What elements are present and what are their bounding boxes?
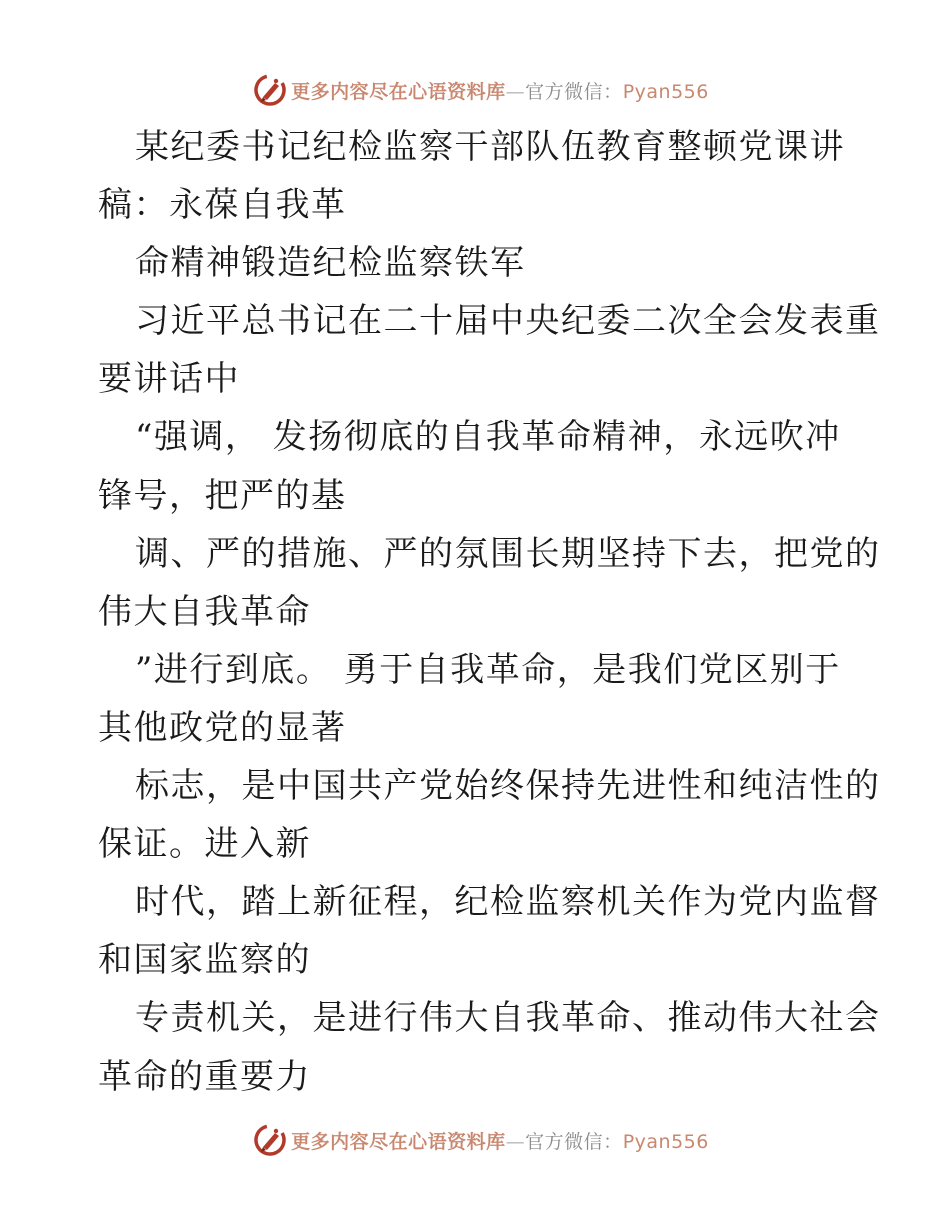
body-line: 命精神锻造纪检监察铁军	[135, 243, 526, 284]
header-banner-text	[291, 77, 709, 104]
red-circle-pen-logo-icon	[253, 1123, 287, 1157]
header-wechat-id: Pyan556	[622, 80, 709, 103]
header-promo-text: 更多内容尽在心语资料库	[291, 80, 506, 103]
body-line: ”进行到底。 勇于自我革命，是我们党区别于	[135, 649, 841, 690]
footer-banner-content	[253, 1123, 709, 1157]
footer-dash: —	[505, 1130, 526, 1153]
footer-wechat-id: Pyan556	[622, 1130, 709, 1153]
header-banner-content	[253, 73, 709, 107]
body-line: 习近平总书记在二十届中央纪委二次全会发表重	[135, 301, 881, 342]
body-line: 保证。进入新	[98, 824, 311, 865]
body-line: “强调， 发扬彻底的自我革命精神，永远吹冲	[135, 417, 841, 458]
body-line: 锋号，把严的基	[98, 475, 347, 516]
body-line: 调、严的措施、严的氛围长期坚持下去，把党的	[135, 533, 881, 574]
document-body	[98, 118, 881, 1106]
footer-wechat-label: 官方微信：	[525, 1130, 623, 1153]
header-banner	[0, 70, 950, 110]
body-line: 伟大自我革命	[98, 591, 311, 632]
body-line: 标志，是中国共产党始终保持先进性和纯洁性的	[135, 766, 881, 807]
footer-promo-text: 更多内容尽在心语资料库	[291, 1130, 506, 1153]
body-line: 革命的重要力	[98, 1056, 311, 1097]
header-wechat-label: 官方微信：	[525, 80, 623, 103]
body-line: 要讲话中	[98, 359, 240, 400]
body-line: 稿：永葆自我革	[98, 185, 347, 226]
body-line: 其他政党的显著	[98, 707, 347, 748]
body-line: 和国家监察的	[98, 940, 311, 981]
header-dash: —	[505, 80, 526, 103]
red-circle-pen-logo-icon	[253, 73, 287, 107]
body-line: 专责机关，是进行伟大自我革命、推动伟大社会	[135, 998, 881, 1039]
footer-banner	[0, 1120, 950, 1160]
footer-banner-text	[291, 1127, 709, 1154]
body-line: 某纪委书记纪检监察干部队伍教育整顿党课讲	[135, 127, 845, 167]
body-line: 时代，踏上新征程，纪检监察机关作为党内监督	[135, 882, 881, 923]
